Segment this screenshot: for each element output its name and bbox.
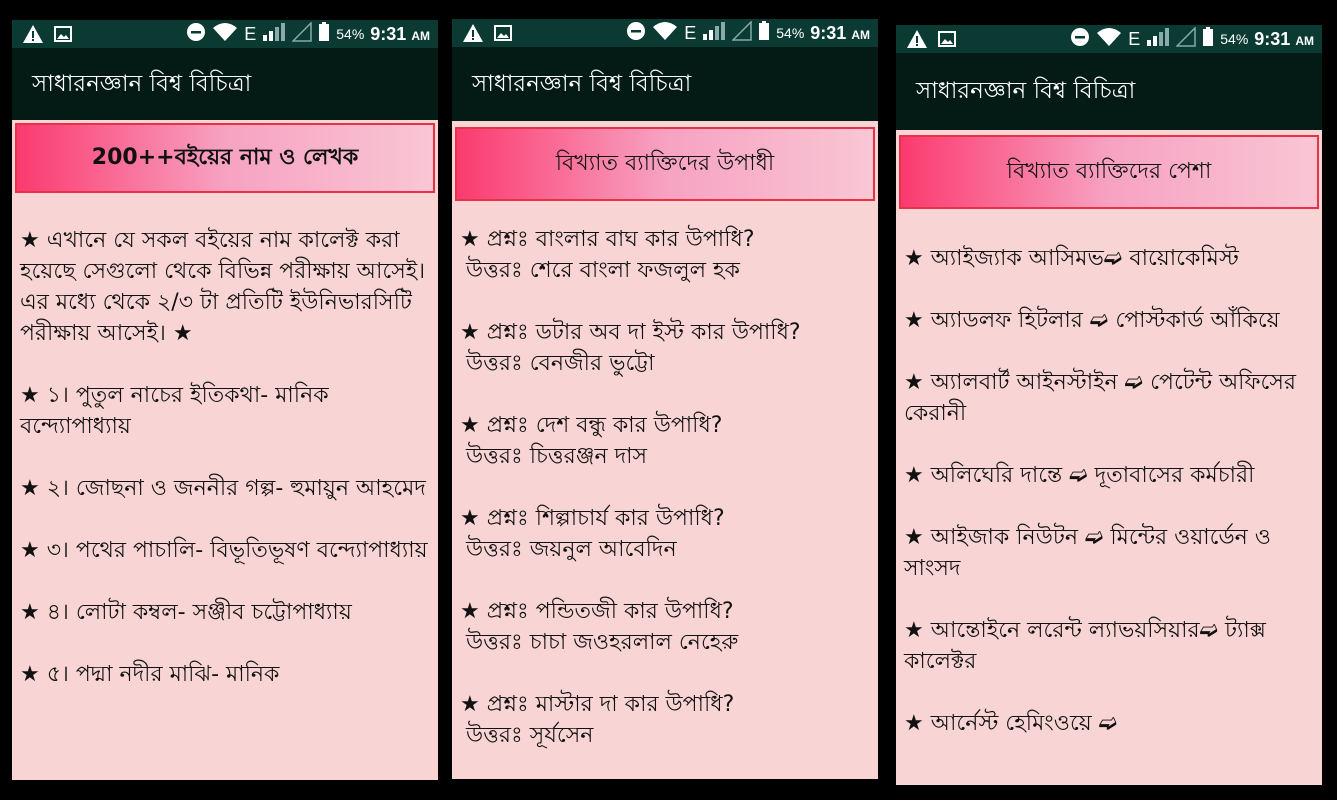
qa-item	[460, 596, 872, 658]
list-item: ★ এখানে যে সকল বইয়ের নাম কালেক্ট করা হয়েছে সেগুলো থেকে বিভিন্ন পরীক্ষায় আসেই। এর মধ্যে থেকে ২/৩ টা প্রতিটি ইউনিভারসিটি পরীক্ষায় আসেই। ★	[20, 228, 426, 346]
list-item: ★ অলিঘেরি দান্তে ➫ দূতাবাসের কর্মচারী	[904, 463, 1255, 488]
network-type: E	[244, 23, 257, 44]
status-bar	[12, 20, 438, 48]
list-item: ★ ৪। লোটা কম্বল- সঞ্জীব চট্টোপাধ্যায়	[20, 600, 352, 625]
question: ★ প্রশ্নঃ বাংলার বাঘ কার উপাধি?	[460, 227, 755, 252]
app-toolbar	[12, 48, 438, 120]
signal-icon	[262, 22, 286, 47]
image-icon	[54, 26, 72, 42]
answer: উত্তরঃ বেনজীর ভুট্টো	[466, 351, 655, 376]
section-header-button[interactable]: 200++বইয়ের নাম ও লেখক	[15, 123, 435, 193]
app-title: সাধারনজ্ঞান বিশ্ব বিচিত্রা	[472, 70, 692, 97]
status-bar	[896, 25, 1322, 53]
question: ★ প্রশ্নঃ পন্ডিতজী কার উপাধি?	[460, 599, 734, 624]
qa-item	[460, 503, 872, 565]
list-item: ★ ২। জোছনা ও জননীর গল্প- হুমায়ুন আহমেদ	[20, 476, 426, 501]
screen-3	[896, 25, 1322, 785]
screen-2	[452, 19, 878, 779]
signal-2-icon	[1176, 27, 1196, 52]
dnd-icon	[1070, 27, 1090, 52]
qa-item	[460, 410, 872, 472]
clock: 9:31 AM	[1254, 28, 1314, 49]
battery-icon	[318, 22, 330, 47]
app-toolbar	[452, 47, 878, 121]
list-item: ★ ৫। পদ্মা নদীর মাঝি- মানিক	[20, 662, 280, 687]
dnd-icon	[626, 21, 646, 46]
image-icon	[494, 25, 512, 41]
qa-item	[460, 689, 872, 751]
qa-item	[460, 317, 872, 379]
answer: উত্তরঃ শেরে বাংলা ফজলুল হক	[466, 258, 740, 283]
image-icon	[938, 31, 956, 47]
status-bar	[452, 19, 878, 47]
clock: 9:31 AM	[370, 23, 430, 44]
network-type: E	[1128, 28, 1141, 49]
app-title: সাধারনজ্ঞান বিশ্ব বিচিত্রা	[32, 70, 252, 97]
section-header-button[interactable]: বিখ্যাত ব্যাক্তিদের পেশা	[899, 135, 1319, 209]
question: ★ প্রশ্নঃ মাস্টার দা কার উপাধি?	[460, 692, 735, 717]
answer: উত্তরঃ চিত্তরঞ্জন দাস	[466, 444, 648, 469]
list-item: ★ ৩। পথের পাচালি- বিভূতিভূষণ বন্দ্যোপাধ্যায়	[20, 538, 428, 563]
signal-icon	[1146, 27, 1170, 52]
question: ★ প্রশ্নঃ দেশ বন্ধু কার উপাধি?	[460, 413, 723, 438]
alert-icon	[462, 23, 484, 43]
section-header-button[interactable]: বিখ্যাত ব্যাক্তিদের উপাধী	[455, 127, 875, 201]
list-item: ★ অ্যালবার্ট আইনস্টাইন ➫ পেটেন্ট অফিসের কেরানী	[904, 370, 1296, 426]
battery-icon	[1202, 27, 1214, 52]
answer: উত্তরঃ জয়নুল আবেদিন	[466, 537, 677, 562]
content-list	[20, 225, 432, 721]
list-item: ★ অ্যাডলফ হিটলার ➫ পোস্টকার্ড আঁকিয়ে	[904, 308, 1280, 333]
app-toolbar	[896, 53, 1322, 130]
signal-2-icon	[732, 21, 752, 46]
battery-level: 54%	[1220, 31, 1249, 47]
clock: 9:31 AM	[810, 22, 870, 43]
list-item: ★ আর্নেস্ট হেমিংওয়ে ➫	[904, 711, 1118, 736]
content-list	[904, 243, 1316, 770]
question: ★ প্রশ্নঃ ডটার অব দা ইস্ট কার উপাধি?	[460, 320, 801, 345]
list-item: ★ আন্তোইনে লরেন্ট ল্যাভয়সিয়ার➫ ট্যাক্স কালেক্টর	[904, 618, 1266, 674]
wifi-icon	[652, 21, 678, 46]
list-item: ★ আইজাক নিউটন ➫ মিন্টের ওয়ার্ডেন ও সাংসদ	[904, 525, 1272, 581]
answer: উত্তরঃ চাচা জওহরলাল নেহেরু	[466, 630, 739, 655]
wifi-icon	[212, 22, 238, 47]
list-item: ★ অ্যাইজ্যাক আসিমভ➫ বায়োকেমিস্ট	[904, 246, 1239, 271]
battery-level: 54%	[776, 25, 805, 41]
battery-level: 54%	[336, 26, 365, 42]
content-list	[460, 224, 872, 779]
qa-item	[460, 224, 872, 286]
dnd-icon	[186, 22, 206, 47]
signal-2-icon	[292, 22, 312, 47]
list-item: ★ ১। পুতুল নাচের ইতিকথা- মানিক বন্দ্যোপাধ্যায়	[20, 383, 329, 439]
battery-icon	[758, 21, 770, 46]
answer: উত্তরঃ সূর্যসেন	[466, 723, 594, 748]
alert-icon	[22, 24, 44, 44]
app-title: সাধারনজ্ঞান বিশ্ব বিচিত্রা	[916, 78, 1136, 104]
wifi-icon	[1096, 27, 1122, 52]
alert-icon	[906, 29, 928, 49]
signal-icon	[702, 21, 726, 46]
screen-1	[12, 20, 438, 780]
question: ★ প্রশ্নঃ শিল্পাচার্য কার উপাধি?	[460, 506, 725, 531]
network-type: E	[684, 22, 697, 43]
